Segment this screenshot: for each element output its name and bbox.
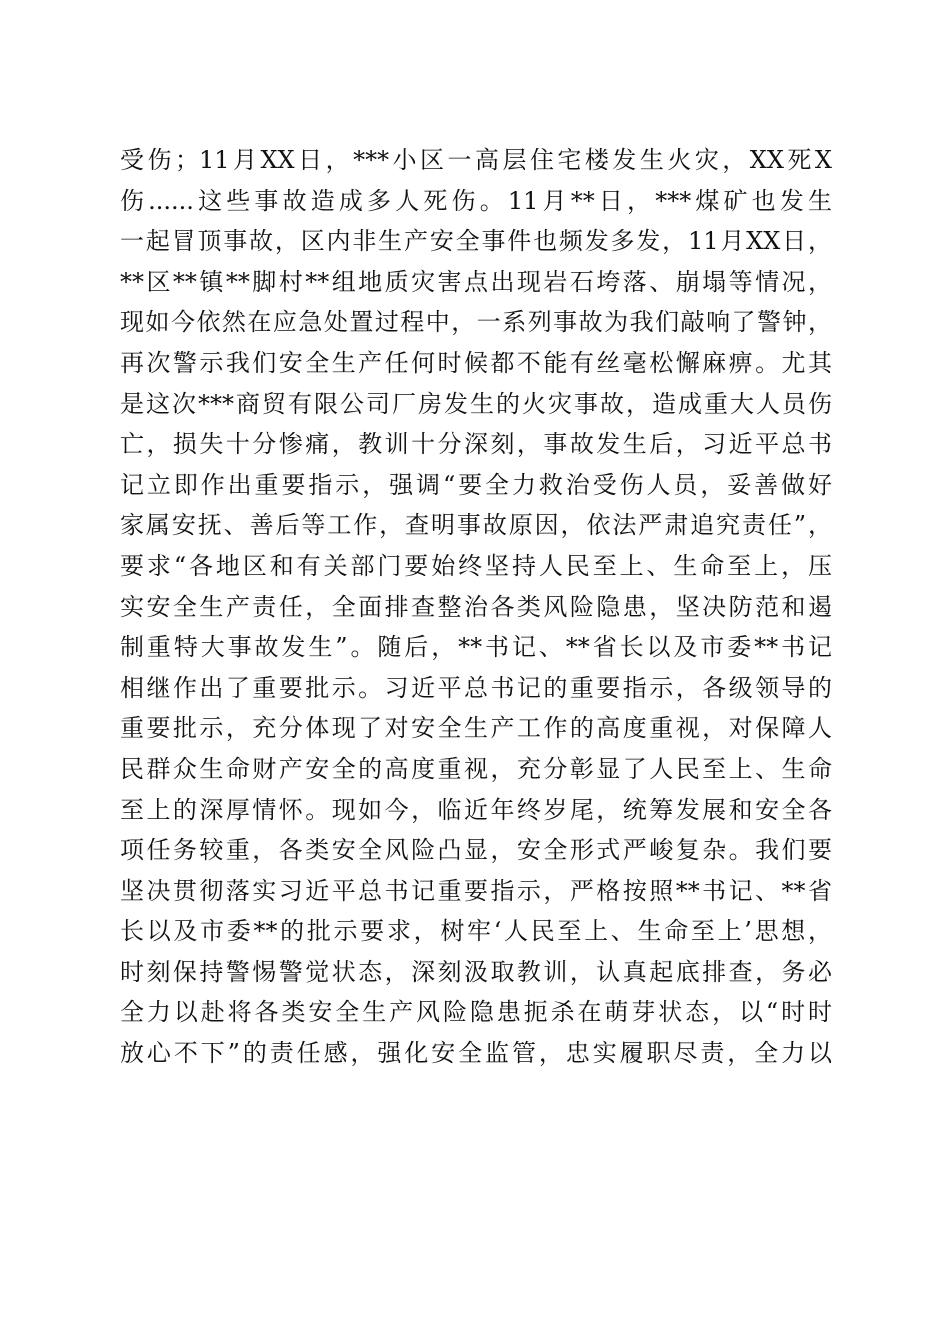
text-line: 至上的深厚情怀。现如今，临近年终岁尾，统筹发展和安全各	[120, 795, 832, 824]
text-line: 坚决贯彻落实习近平总书记重要指示，严格按照**书记、**省	[120, 876, 832, 905]
text-line: 重要批示，充分体现了对安全生产工作的高度重视，对保障人	[120, 714, 832, 743]
text-line: 制重特大事故发生”。随后，**书记、**省长以及市委**书记	[120, 633, 832, 662]
text-line: 家属安抚、善后等工作，查明事故原因，依法严肃追究责任”，	[120, 511, 832, 540]
text-line: 相继作出了重要批示。习近平总书记的重要指示，各级领导的	[120, 673, 832, 702]
text-line: 记立即作出重要指示，强调“要全力救治受伤人员，妥善做好	[120, 470, 832, 499]
text-line: 要求“各地区和有关部门要始终坚持人民至上、生命至上，压	[120, 551, 832, 580]
text-line: 全力以赴将各类安全生产风险隐患扼杀在萌芽状态，以“时时	[120, 998, 832, 1027]
text-line: 再次警示我们安全生产任何时候都不能有丝毫松懈麻痹。尤其	[120, 348, 832, 377]
text-line: 受伤；11月XX日，***小区一高层住宅楼发生火灾，XX死X	[120, 146, 832, 174]
text-line: **区**镇**脚村**组地质灾害点出现岩石垮落、崩塌等情况，	[120, 267, 832, 296]
text-line: 实安全生产责任，全面排查整治各类风险隐患，坚决防范和遏	[120, 592, 832, 621]
text-line: 项任务较重，各类安全风险凸显，安全形式严峻复杂。我们要	[120, 836, 832, 865]
text-line: 一起冒顶事故，区内非生产安全事件也频发多发，11月XX日，	[120, 227, 832, 256]
body-text	[120, 140, 832, 1074]
text-line: 民群众生命财产安全的高度重视，充分彰显了人民至上、生命	[120, 754, 832, 783]
text-line: 伤......这些事故造成多人死伤。11月**日，***煤矿也发生	[120, 186, 832, 215]
text-line: 时刻保持警惕警觉状态，深刻汲取教训，认真起底排查，务必	[120, 957, 832, 986]
text-line: 现如今依然在应急处置过程中，一系列事故为我们敲响了警钟，	[120, 308, 832, 337]
text-line: 放心不下”的责任感，强化安全监管，忠实履职尽责，全力以	[120, 1039, 832, 1068]
text-line: 亡，损失十分惨痛，教训十分深刻，事故发生后，习近平总书	[120, 430, 832, 459]
text-line: 长以及市委**的批示要求，树牢‘人民至上、生命至上’思想，	[120, 917, 832, 946]
text-line: 是这次***商贸有限公司厂房发生的火灾事故，造成重大人员伤	[120, 389, 832, 418]
